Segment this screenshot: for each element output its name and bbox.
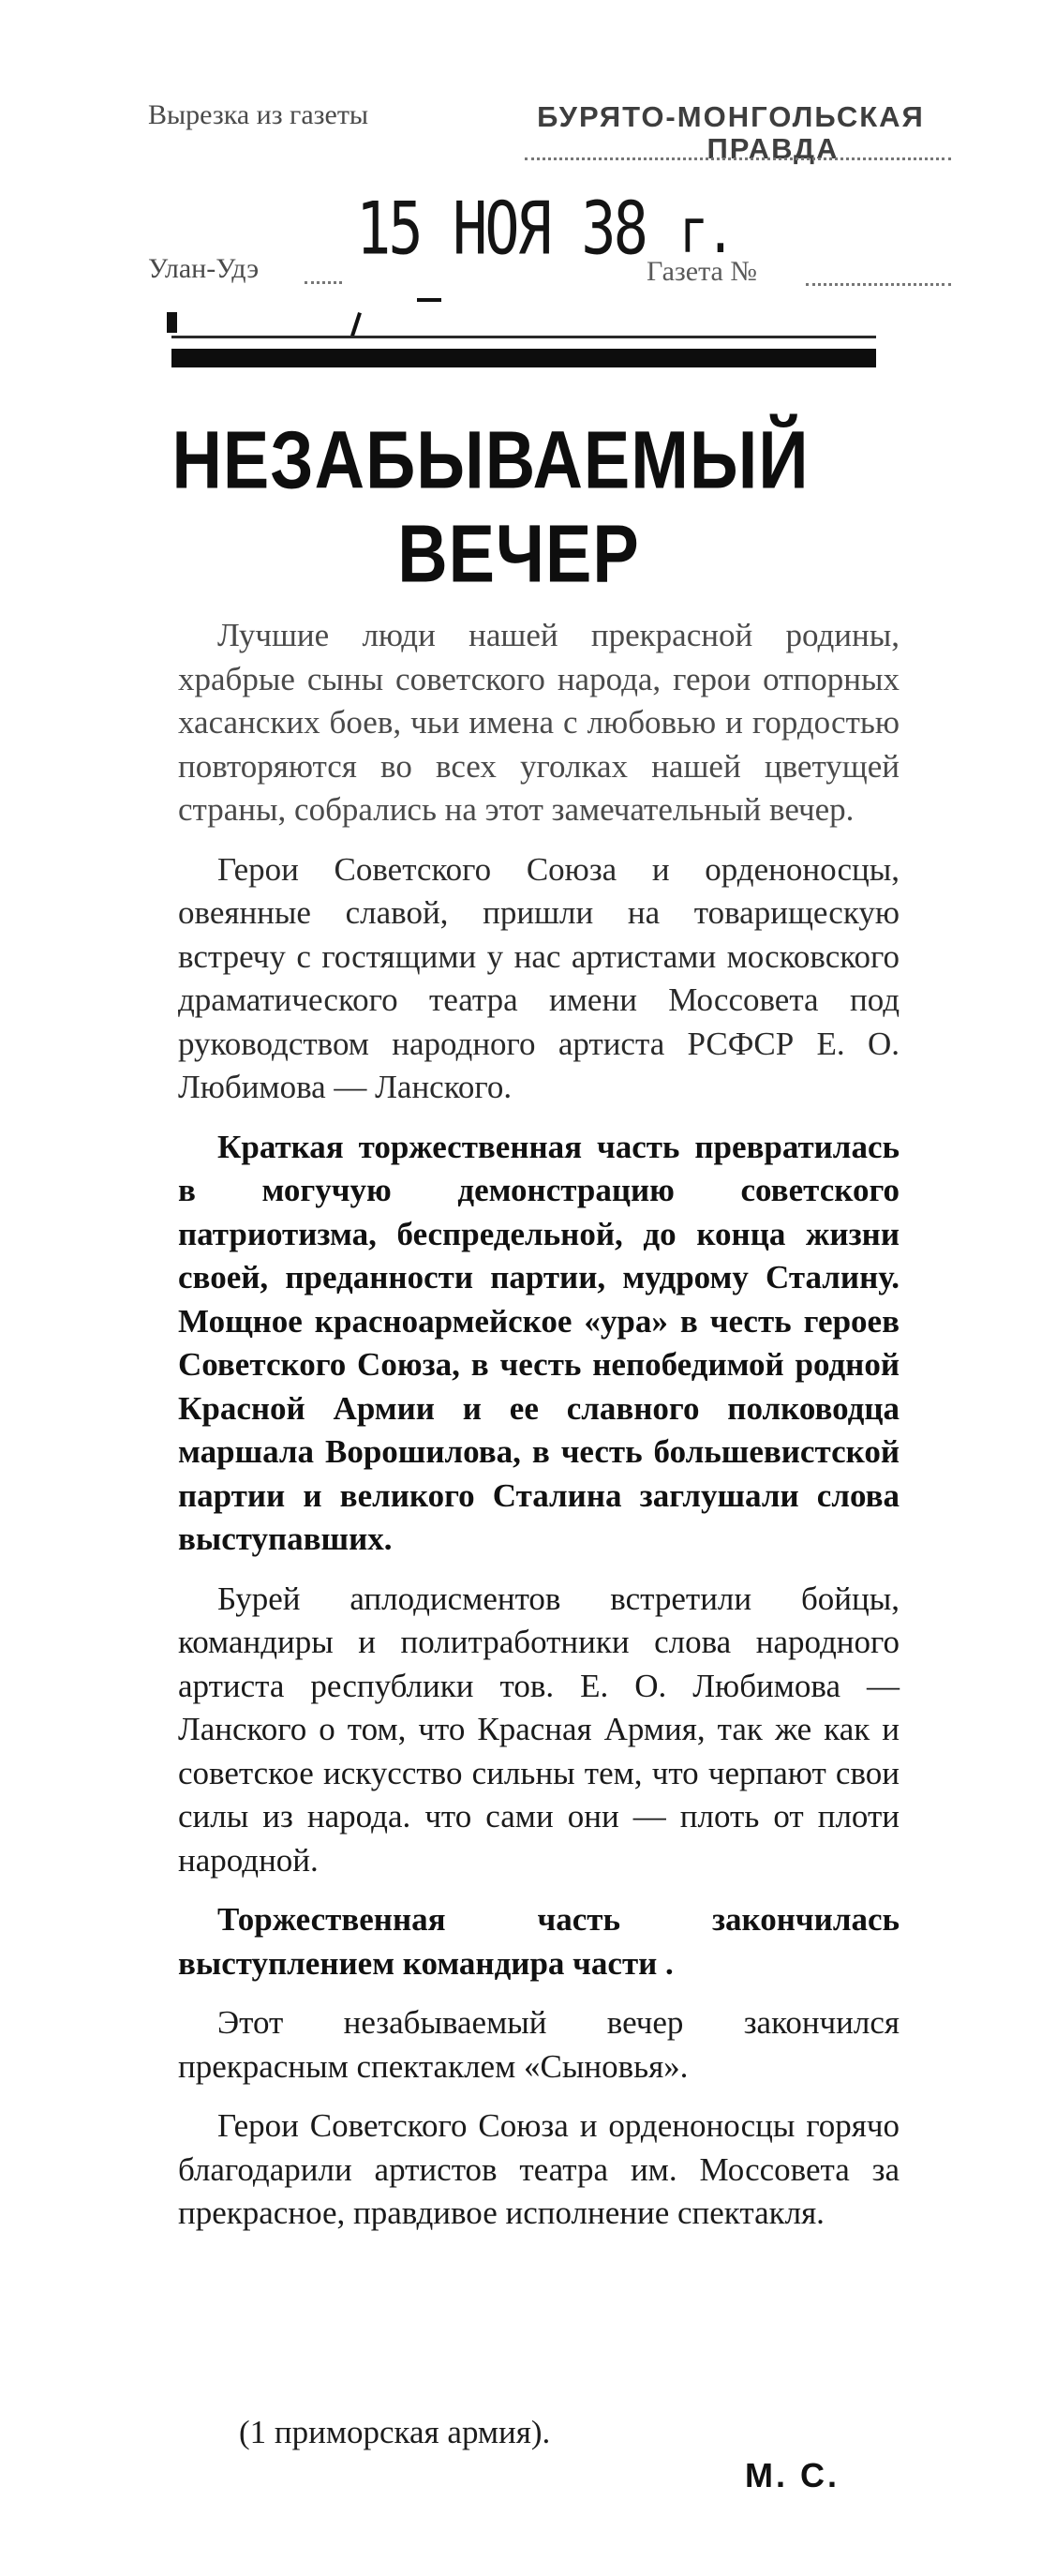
article-body (178, 614, 900, 2252)
stamp-mark-small (350, 312, 362, 337)
gazette-number-label: Газета № (647, 256, 757, 287)
source-note: (1 приморская армия). (239, 2414, 551, 2450)
paragraph-2: Герои Советского Союза и орденоносцы, овеянные славой, пришли на товарищескую встречу с гостящими у нас артистами московского драматического театра имени Моссовета под руководством народного артиста РСФСР Е. О. Любимова — Ланского. (178, 850, 900, 1105)
paragraph-6: Этот незабываемый вечер закончился прекрасным спектаклем «Сыновья». (178, 2004, 900, 2085)
date-stamp-suffix: г. (679, 197, 733, 267)
paragraph-5: Торжественная часть закончилась выступлением командира части . (178, 1901, 900, 1982)
clipping-label: Вырезка из газеты (148, 99, 369, 130)
paragraph-7: Герои Советского Союза и орденоносцы горячо благодарили артистов театра им. Моссовета за прекрасное, правдивое исполнение спектакля. (178, 2107, 900, 2231)
top-rule-thick (171, 349, 876, 367)
newspaper-name-line2: ПРАВДА (706, 132, 840, 165)
city-dotted-line (305, 281, 342, 284)
stamp-mark (167, 312, 177, 333)
newspaper-name-line1: БУРЯТО-МОНГОЛЬСКАЯ (537, 100, 925, 133)
paragraph-3: Краткая торжественная часть превратилась в могучую демонстрацию советского патриотизма, беспредельной, до конца жизни своей, преданности партии, мудрому Сталину. Мощное красноармейское «ура» в честь героев Советского Союза, в честь непобедимой родной Красной Армии и ее славного полководца маршала Ворошилова, в честь большевистской партии и великого Сталина заглушали слова выступавших. (178, 1128, 900, 1557)
city-label: Улан-Удэ (148, 253, 260, 284)
author-signature: М. С. (745, 2456, 840, 2494)
header-dotted-line (525, 157, 951, 160)
gazette-dotted-line (806, 283, 951, 286)
headline-line1: НЕЗАБЫВАЕМЫЙ (171, 413, 810, 506)
top-rule-thin (171, 336, 876, 338)
headline-line2: ВЕЧЕР (397, 507, 640, 600)
stamp-mark-dash (417, 298, 441, 302)
newspaper-name (511, 101, 951, 165)
paragraph-1: Лучшие люди нашей прекрасной родины, храбрые сыны советского народа, герои отпорных хасанских боев, чьи имена с любовью и гордостью повторяются во всех уголках нашей цветущей страны, собрались на этот замечательный вечер. (178, 617, 900, 828)
paragraph-4: Бурей аплодисментов встретили бойцы, командиры и политработники слова народного артиста республики тов. Е. О. Любимова — Ланского о том, что Красная Армия, так же как и советское искусство сильны тем, что черпают свои силы из народа. что сами они — плоть от плоти народной. (178, 1580, 900, 1879)
date-stamp: 15 НОЯ 38 (356, 186, 646, 272)
